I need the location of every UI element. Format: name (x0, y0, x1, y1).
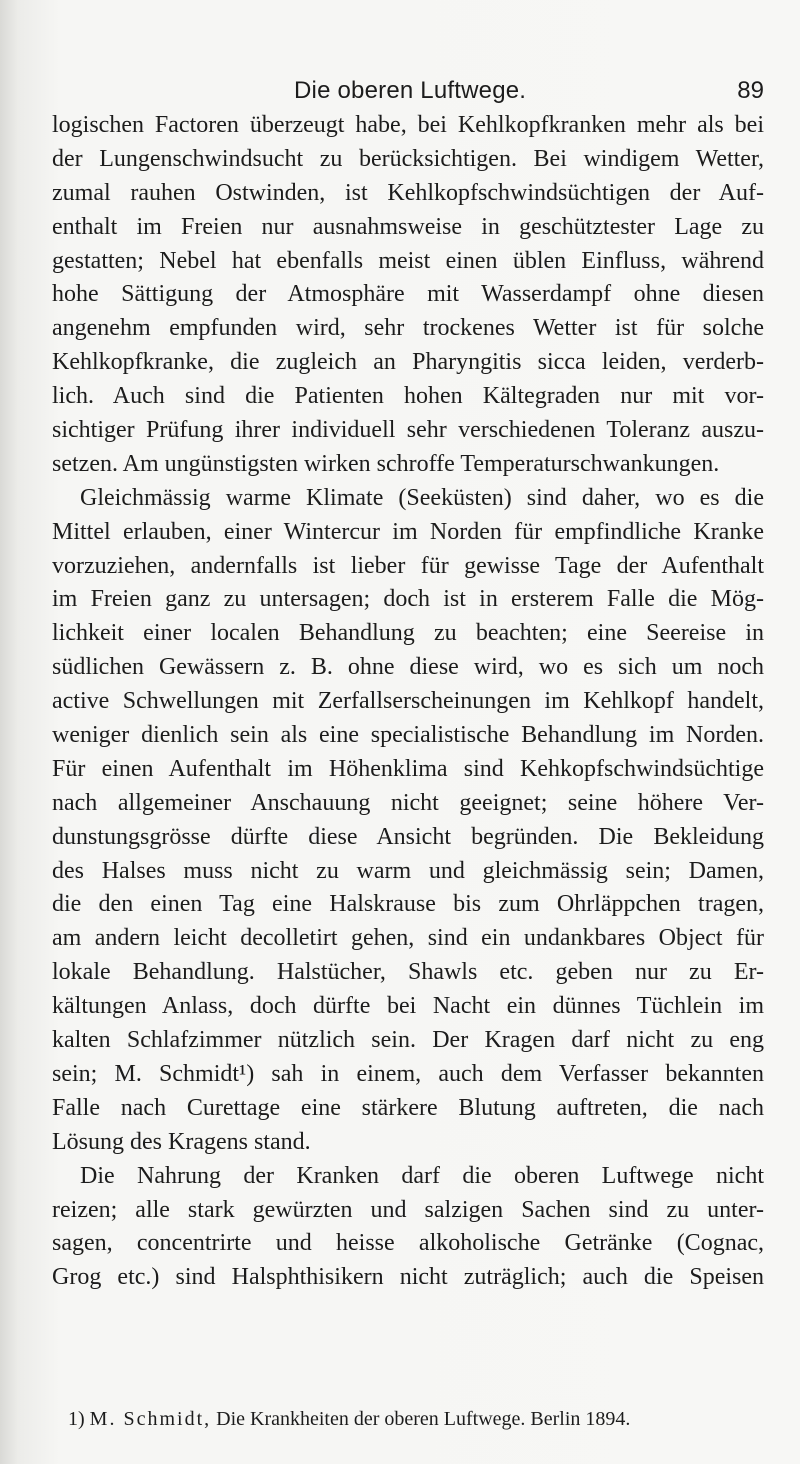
footnote-marker: 1) (68, 1408, 85, 1430)
text-line: Für einen Aufenthalt im Höhenklima sind Kehkopfschwindsüchtige (52, 755, 764, 782)
text-line: kalten Schlafzimmer nützlich sein. Der Kragen darf nicht zu eng (52, 1027, 764, 1054)
text-line: sichtiger Prüfung ihrer individuell sehr verschiedenen Toleranz auszu- (52, 417, 764, 444)
text-line: lich. Auch sind die Patienten hohen Kältegraden nur mit vor- (52, 383, 764, 410)
page-header (0, 77, 800, 107)
text-line: Mittel erlauben, einer Wintercur im Norden für empfindliche Kranke (52, 518, 764, 545)
text-line: Grog etc.) sind Halsphthisikern nicht zuträglich; auch die Speisen (52, 1264, 764, 1291)
text-line: enthalt im Freien nur ausnahmsweise in geschütztester Lage zu (52, 213, 764, 240)
text-line: zumal rauhen Ostwinden, ist Kehlkopfschwindsüchtigen der Auf- (52, 179, 764, 206)
text-line: der Lungenschwindsucht zu berücksichtigen. Bei windigem Wetter, (52, 145, 764, 172)
footnote-author: M. Schmidt, (89, 1408, 212, 1430)
text-line: nach allgemeiner Anschauung nicht geeignet; seine höhere Ver- (52, 789, 764, 816)
running-title: Die oberen Luftwege. (294, 77, 527, 104)
text-line: kältungen Anlass, doch dürfte bei Nacht ein dünnes Tüchlein im (52, 993, 764, 1020)
text-line: Gleichmässig warme Klimate (Seeküsten) sind daher, wo es die (80, 484, 764, 511)
text-line: im Freien ganz zu untersagen; doch ist in ersterem Falle die Mög- (52, 586, 764, 613)
text-line: sein; M. Schmidt¹) sah in einem, auch dem Verfasser bekannten (52, 1060, 764, 1087)
page-number: 89 (737, 77, 764, 104)
text-line: sagen, concentrirte und heisse alkoholische Getränke (Cognac, (52, 1230, 764, 1257)
text-line: Die Nahrung der Kranken darf die oberen Luftwege nicht (80, 1162, 764, 1189)
text-line: setzen. Am ungünstigsten wirken schroffe Temperaturschwankungen. (52, 450, 720, 477)
text-line: active Schwellungen mit Zerfallserscheinungen im Kehlkopf handelt, (52, 688, 764, 715)
body-text (52, 109, 764, 1295)
text-line: logischen Factoren überzeugt habe, bei Kehlkopfkranken mehr als bei (52, 112, 764, 138)
text-line: vorzuziehen, andernfalls ist lieber für gewisse Tage der Aufenthalt (52, 552, 764, 579)
text-line: reizen; alle stark gewürzten und salzigen Sachen sind zu unter- (52, 1196, 764, 1223)
text-line: die den einen Tag eine Halskrause bis zum Ohrläppchen tragen, (52, 891, 764, 918)
text-line: am andern leicht decolletirt gehen, sind ein undankbares Object für (52, 925, 764, 952)
text-line: südlichen Gewässern z. B. ohne diese wird, wo es sich um noch (52, 654, 764, 681)
text-line: hohe Sättigung der Atmosphäre mit Wasserdampf ohne diesen (52, 281, 764, 308)
text-line: des Halses muss nicht zu warm und gleichmässig sein; Damen, (52, 857, 764, 884)
text-line: angenehm empfunden wird, sehr trockenes Wetter ist für solche (52, 315, 764, 342)
text-line: lokale Behandlung. Halstücher, Shawls etc. geben nur zu Er- (52, 959, 764, 986)
footnote (68, 1405, 768, 1433)
text-line: Lösung des Kragens stand. (52, 1128, 311, 1155)
text-line: weniger dienlich sein als eine specialistische Behandlung im Norden. (52, 722, 764, 749)
text-line: lichkeit einer localen Behandlung zu beachten; eine Seereise in (52, 620, 764, 647)
footnote-text: Die Krankheiten der oberen Luftwege. Berlin 1894. (216, 1408, 631, 1430)
text-line: dunstungsgrösse dürfte diese Ansicht begründen. Die Bekleidung (52, 823, 764, 850)
text-line: gestatten; Nebel hat ebenfalls meist einen üblen Einfluss, während (52, 247, 764, 274)
text-line: Kehlkopfkranke, die zugleich an Pharyngitis sicca leiden, verderb- (52, 349, 764, 376)
text-line: Falle nach Curettage eine stärkere Blutung auftreten, die nach (52, 1094, 764, 1121)
